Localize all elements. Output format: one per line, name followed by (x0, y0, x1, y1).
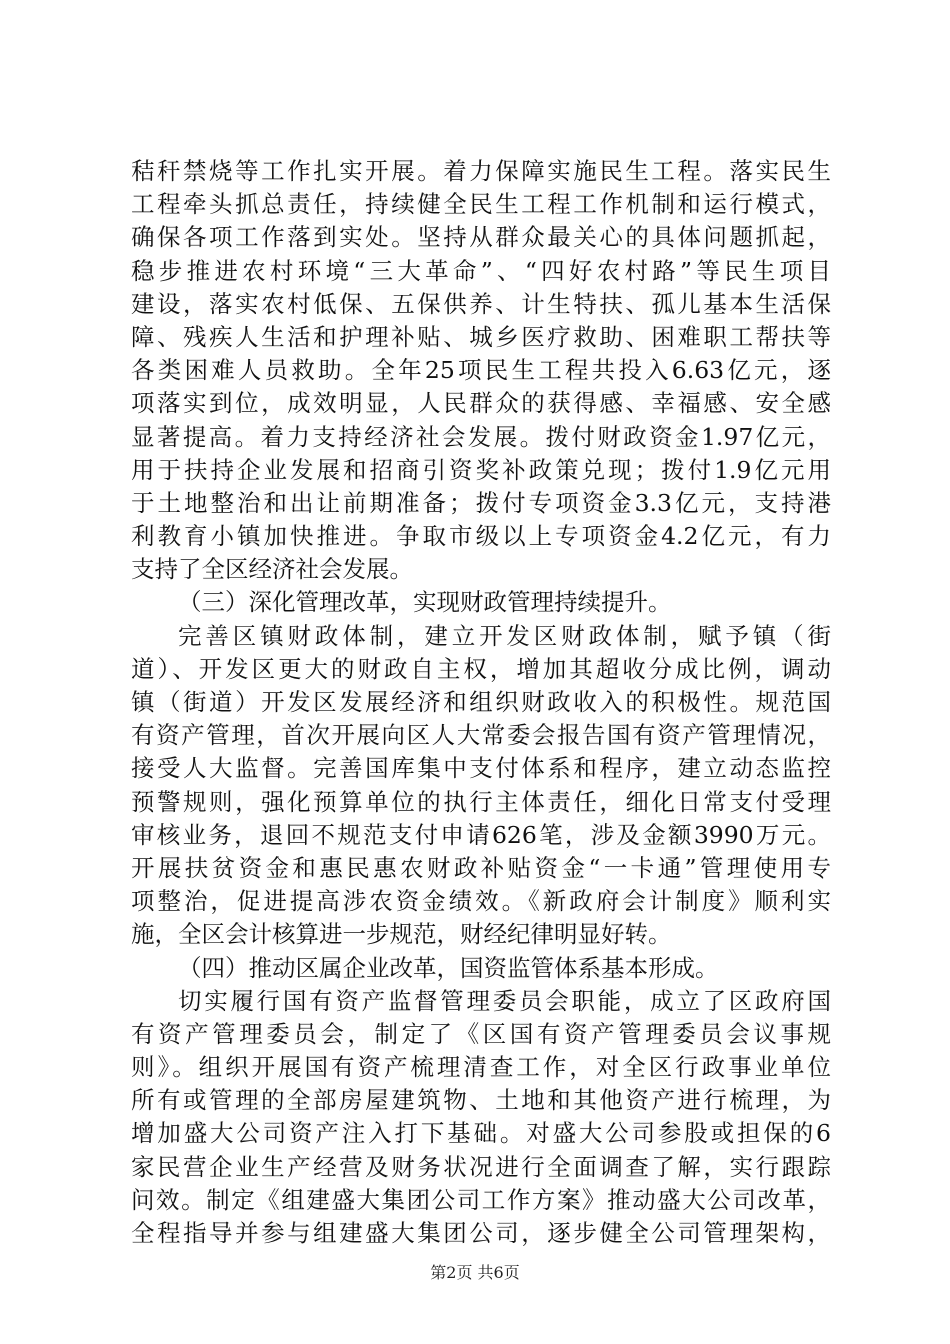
text-line: 建设，落实农村低保、五保供养、计生特扶、孤儿基本生活保 (131, 289, 831, 318)
text-line: 增加盛大公司资产注入打下基础。对盛大公司参股或担保的6 (131, 1119, 831, 1148)
text-line: 镇（街道）开发区发展经济和组织财政收入的积极性。规范国 (131, 688, 831, 716)
text-line: 则》。组织开展国有资产梳理清查工作，对全区行政事业单位 (131, 1053, 831, 1082)
text-line: 审核业务，退回不规范支付申请626笔，涉及金额3990万元。 (131, 820, 831, 849)
text-line: 障、残疾人生活和护理补贴、城乡医疗救助、困难职工帮扶等 (131, 322, 831, 351)
text-line: 项整治，促进提高涉农资金绩效。《新政府会计制度》顺利实 (131, 887, 831, 916)
text-line: （四）推动区属企业改革，国资监管体系基本形成。 (178, 953, 719, 982)
text-line: 完善区镇财政体制，建立开发区财政体制，赋予镇（街 (178, 621, 831, 650)
text-line: 预警规则，强化预算单位的执行主体责任，细化日常支付受理 (131, 787, 831, 816)
text-line: 切实履行国有资产监督管理委员会职能，成立了区政府国 (178, 986, 831, 1015)
text-line: 工程牵头抓总责任，持续健全民生工程工作机制和运行模式， (131, 190, 831, 219)
text-line: 确保各项工作落到实处。坚持从群众最关心的具体问题抓起， (131, 223, 831, 252)
text-line: 家民营企业生产经营及财务状况进行全面调查了解，实行跟踪 (131, 1152, 831, 1181)
text-line: 有资产管理委员会，制定了《区国有资产管理委员会议事规 (131, 1019, 831, 1048)
text-line: 稳步推进农村环境“三大革命”、“四好农村路”等民生项目 (131, 256, 831, 285)
text-line: 各类困难人员救助。全年25项民生工程共投入6.63亿元，逐 (131, 356, 831, 385)
text-line: 秸秆禁烧等工作扎实开展。着力保障实施民生工程。落实民生 (131, 157, 831, 185)
text-line: 显著提高。着力支持经济社会发展。拨付财政资金1.97亿元， (131, 422, 831, 451)
document-body (131, 155, 831, 1250)
text-line: 利教育小镇加快推进。争取市级以上专项资金4.2亿元，有力 (131, 522, 831, 551)
text-line: 支持了全区经济社会发展。 (131, 555, 413, 584)
text-line: 全程指导并参与组建盛大集团公司，逐步健全公司管理架构， (131, 1219, 831, 1247)
text-line: 所有或管理的全部房屋建筑物、土地和其他资产进行梳理，为 (131, 1086, 831, 1115)
text-line: 于土地整治和出让前期准备；拨付专项资金3.3亿元，支持港 (131, 488, 831, 517)
text-line: 接受人大监督。完善国库集中支付体系和程序，建立动态监控 (131, 754, 831, 783)
text-line: 道）、开发区更大的财政自主权，增加其超收分成比例，调动 (131, 654, 831, 683)
text-line: 有资产管理，首次开展向区人大常委会报告国有资产管理情况， (131, 721, 831, 750)
text-line: 问效。制定《组建盛大集团公司工作方案》推动盛大公司改革， (131, 1185, 831, 1214)
page-footer: 第2页 共6页 (430, 1263, 520, 1282)
text-line: （三）深化管理改革，实现财政管理持续提升。 (178, 588, 672, 617)
text-line: 用于扶持企业发展和招商引资奖补政策兑现；拨付1.9亿元用 (131, 455, 831, 484)
text-line: 开展扶贫资金和惠民惠农财政补贴资金“一卡通”管理使用专 (131, 853, 831, 882)
text-line: 项落实到位，成效明显，人民群众的获得感、幸福感、安全感 (131, 389, 831, 418)
text-line: 施，全区会计核算进一步规范，财经纪律明显好转。 (131, 920, 672, 949)
